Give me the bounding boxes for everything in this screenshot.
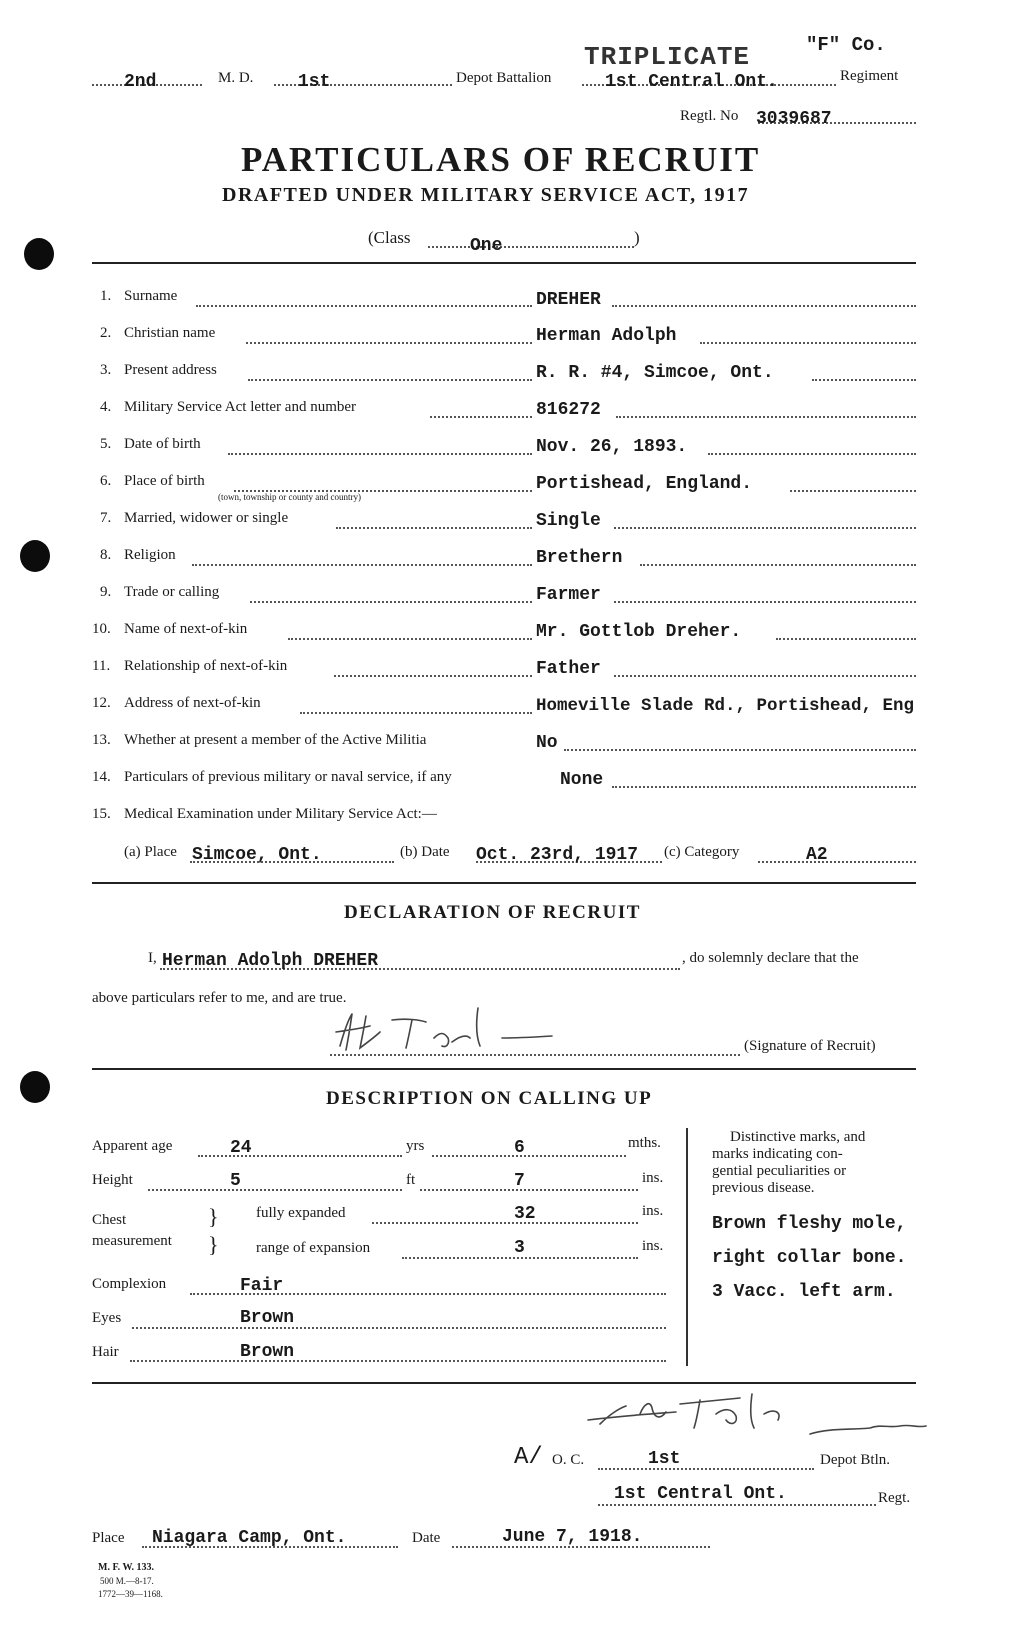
apparent-age-years-dots bbox=[198, 1155, 402, 1157]
declaration-suffix: , do solemnly declare that the bbox=[682, 950, 859, 966]
row-6-label: Place of birth bbox=[124, 473, 205, 489]
triplicate-stamp: TRIPLICATE bbox=[584, 42, 751, 72]
row-1-dots-right bbox=[612, 305, 916, 307]
marks-label-1: Distinctive marks, and bbox=[730, 1129, 866, 1145]
row-13-dots-right bbox=[564, 749, 916, 751]
row-13-label: Whether at present a member of the Active Militia bbox=[124, 732, 427, 748]
company-mark: "F" Co. bbox=[806, 34, 886, 56]
medical-place: Simcoe, Ont. bbox=[192, 845, 322, 865]
footer-date: June 7, 1918. bbox=[502, 1527, 643, 1547]
recruit-signature-label: (Signature of Recruit) bbox=[744, 1038, 876, 1054]
row-6-value: Portishead, England. bbox=[536, 474, 753, 494]
row-5-dots bbox=[228, 453, 532, 455]
officer-signature bbox=[580, 1384, 960, 1456]
row-15-number: 15. bbox=[92, 806, 111, 822]
chest-brace-bottom: } bbox=[208, 1232, 219, 1257]
punch-hole-bottom bbox=[20, 1071, 50, 1103]
row-10-value: Mr. Gottlob Dreher. bbox=[536, 622, 742, 642]
eyes-dots bbox=[132, 1327, 666, 1329]
row-10-dots bbox=[288, 638, 532, 640]
row-1-value: DREHER bbox=[536, 290, 601, 310]
row-12-dots bbox=[300, 712, 532, 714]
apparent-age-months: 6 bbox=[514, 1138, 525, 1158]
officer-depot-number: 1st bbox=[648, 1449, 681, 1469]
marks-label-4: previous disease. bbox=[712, 1180, 815, 1196]
row-2-dots bbox=[246, 342, 532, 344]
marks-value-3: 3 Vacc. left arm. bbox=[712, 1282, 896, 1302]
regtl-no: 3039687 bbox=[756, 109, 832, 129]
marks-value-2: right collar bone. bbox=[712, 1248, 907, 1268]
row-12-value: Homeville Slade Rd., Portishead, Eng bbox=[536, 696, 915, 716]
row-1-label: Surname bbox=[124, 288, 178, 304]
depot-battalion-number: 1st bbox=[298, 72, 331, 92]
particulars-rule bbox=[92, 882, 916, 884]
row-10-dots-right bbox=[776, 638, 916, 640]
description-heading: DESCRIPTION ON CALLING UP bbox=[326, 1088, 653, 1109]
row-4-dots-right bbox=[616, 416, 916, 418]
page-subtitle: DRAFTED UNDER MILITARY SERVICE ACT, 1917 bbox=[222, 184, 750, 206]
footer-date-label: Date bbox=[412, 1530, 441, 1546]
row-4-value: 816272 bbox=[536, 400, 601, 420]
footer-place-label: Place bbox=[92, 1530, 125, 1546]
row-4-number: 4. bbox=[100, 399, 112, 415]
declaration-name: Herman Adolph DREHER bbox=[162, 951, 379, 971]
row-7-value: Single bbox=[536, 511, 601, 531]
range-expansion-value: 3 bbox=[514, 1238, 525, 1258]
row-10-label: Name of next-of-kin bbox=[124, 621, 248, 637]
range-expansion-label: range of expansion bbox=[256, 1240, 371, 1256]
fully-expanded-ins-label: ins. bbox=[642, 1203, 664, 1219]
row-7-dots-right bbox=[614, 527, 916, 529]
row-2-number: 2. bbox=[100, 325, 112, 341]
class-value: One bbox=[470, 236, 503, 256]
eyes-value: Brown bbox=[240, 1308, 295, 1328]
row-11-value: Father bbox=[536, 659, 601, 679]
officer-depot-dots bbox=[598, 1468, 814, 1470]
row-5-dots-right bbox=[708, 453, 916, 455]
row-4-dots bbox=[430, 416, 532, 418]
row-2-value: Herman Adolph bbox=[536, 326, 677, 346]
regtl-no-label: Regtl. No bbox=[680, 108, 739, 124]
declaration-prefix: I, bbox=[148, 950, 157, 966]
eyes-label: Eyes bbox=[92, 1310, 122, 1326]
fully-expanded-label: fully expanded bbox=[256, 1205, 346, 1221]
hair-value: Brown bbox=[240, 1342, 295, 1362]
row-5-number: 5. bbox=[100, 436, 112, 452]
row-9-label: Trade or calling bbox=[124, 584, 220, 600]
row-4-label: Military Service Act letter and number bbox=[124, 399, 357, 415]
height-label: Height bbox=[92, 1172, 133, 1188]
form-number-3: 1772—39—1168. bbox=[98, 1589, 163, 1599]
row-6-dots-right bbox=[790, 490, 916, 492]
row-6-number: 6. bbox=[100, 473, 112, 489]
row-1-dots bbox=[196, 305, 532, 307]
row-11-dots bbox=[334, 675, 532, 677]
row-8-label: Religion bbox=[124, 547, 176, 563]
description-divider bbox=[686, 1128, 688, 1366]
height-ins: 7 bbox=[514, 1171, 525, 1191]
punch-hole-top bbox=[24, 238, 54, 270]
row-7-number: 7. bbox=[100, 510, 112, 526]
apparent-age-mths-label: mths. bbox=[628, 1135, 661, 1151]
officer-oc-label: O. C. bbox=[552, 1452, 585, 1468]
row-14-value: None bbox=[560, 770, 604, 790]
declaration-rule bbox=[92, 1068, 916, 1070]
class-open: (Class bbox=[368, 228, 411, 247]
declaration-line-2: above particulars refer to me, and are true. bbox=[92, 990, 347, 1006]
row-1-number: 1. bbox=[100, 288, 112, 304]
class-close: ) bbox=[634, 228, 640, 247]
regiment-name: 1st Central Ont. bbox=[605, 72, 778, 92]
medical-category-dots bbox=[758, 861, 916, 863]
row-13-value: No bbox=[536, 733, 558, 753]
apparent-age-label: Apparent age bbox=[92, 1138, 173, 1154]
recruit-signature bbox=[330, 1002, 570, 1060]
medical-category: A2 bbox=[806, 845, 828, 865]
row-10-number: 10. bbox=[92, 621, 111, 637]
range-expansion-ins-label: ins. bbox=[642, 1238, 664, 1254]
height-ins-dots bbox=[420, 1189, 638, 1191]
complexion-value: Fair bbox=[240, 1276, 284, 1296]
row-11-label: Relationship of next-of-kin bbox=[124, 658, 288, 674]
chest-label-2: measurement bbox=[92, 1233, 172, 1249]
apparent-age-years: 24 bbox=[230, 1138, 252, 1158]
row-3-value: R. R. #4, Simcoe, Ont. bbox=[536, 363, 774, 383]
row-2-label: Christian name bbox=[124, 325, 216, 341]
row-5-label: Date of birth bbox=[124, 436, 201, 452]
complexion-label: Complexion bbox=[92, 1276, 167, 1292]
row-14-dots-right bbox=[612, 786, 916, 788]
header-rule bbox=[92, 262, 916, 264]
row-8-dots bbox=[192, 564, 532, 566]
row-8-number: 8. bbox=[100, 547, 112, 563]
medical-date-label: (b) Date bbox=[400, 844, 450, 860]
row-15-label: Medical Examination under Military Service Act:— bbox=[124, 806, 437, 822]
row-12-label: Address of next-of-kin bbox=[124, 695, 261, 711]
page-title: PARTICULARS OF RECRUIT bbox=[241, 140, 761, 179]
punch-hole-middle bbox=[20, 540, 50, 572]
form-number-1: M. F. W. 133. bbox=[98, 1562, 155, 1573]
footer-place: Niagara Camp, Ont. bbox=[152, 1528, 347, 1548]
marks-label-3: gential peculiarities or bbox=[712, 1163, 847, 1179]
row-8-dots-right bbox=[640, 564, 916, 566]
row-6-note: (town, township or county and country) bbox=[218, 492, 361, 502]
apparent-age-months-dots bbox=[432, 1155, 626, 1157]
row-14-label: Particulars of previous military or naval service, if any bbox=[124, 769, 452, 785]
height-ft-dots bbox=[148, 1189, 402, 1191]
recruit-signature-dots bbox=[330, 1054, 740, 1056]
medical-date: Oct. 23rd, 1917 bbox=[476, 845, 639, 865]
hair-label: Hair bbox=[92, 1344, 119, 1360]
row-8-value: Brethern bbox=[536, 548, 623, 568]
row-9-number: 9. bbox=[100, 584, 112, 600]
marks-label-2: marks indicating con- bbox=[712, 1146, 843, 1162]
row-14-number: 14. bbox=[92, 769, 111, 785]
row-2-dots-right bbox=[700, 342, 916, 344]
hair-dots bbox=[130, 1360, 666, 1362]
row-5-value: Nov. 26, 1893. bbox=[536, 437, 688, 457]
declaration-heading: DECLARATION OF RECRUIT bbox=[344, 902, 641, 923]
row-3-label: Present address bbox=[124, 362, 217, 378]
medical-place-label: (a) Place bbox=[124, 844, 177, 860]
officer-prefix: A/ bbox=[514, 1444, 543, 1471]
marks-value-1: Brown fleshy mole, bbox=[712, 1214, 907, 1234]
chest-label-1: Chest bbox=[92, 1212, 127, 1228]
row-3-number: 3. bbox=[100, 362, 112, 378]
row-7-dots bbox=[336, 527, 532, 529]
row-9-dots-right bbox=[614, 601, 916, 603]
medical-category-label: (c) Category bbox=[664, 844, 740, 860]
apparent-age-yrs-label: yrs bbox=[406, 1138, 425, 1154]
row-7-label: Married, widower or single bbox=[124, 510, 289, 526]
row-9-value: Farmer bbox=[536, 585, 601, 605]
height-ft-label: ft bbox=[406, 1172, 416, 1188]
row-11-dots-right bbox=[614, 675, 916, 677]
officer-regiment: 1st Central Ont. bbox=[614, 1484, 787, 1504]
row-9-dots bbox=[250, 601, 532, 603]
chest-brace-top: } bbox=[208, 1204, 219, 1229]
officer-regt-label: Regt. bbox=[878, 1490, 911, 1506]
row-11-number: 11. bbox=[92, 658, 111, 674]
class-dots bbox=[428, 246, 634, 248]
depot-battalion-label: Depot Battalion bbox=[456, 70, 552, 86]
form-number-2: 500 M.—8-17. bbox=[100, 1576, 154, 1586]
officer-regiment-dots bbox=[598, 1504, 876, 1506]
row-13-number: 13. bbox=[92, 732, 111, 748]
row-3-dots-right bbox=[812, 379, 916, 381]
md-label: M. D. bbox=[218, 70, 254, 86]
md-number: 2nd bbox=[124, 72, 157, 92]
height-ft: 5 bbox=[230, 1171, 241, 1191]
row-12-number: 12. bbox=[92, 695, 111, 711]
regiment-label: Regiment bbox=[840, 68, 899, 84]
row-3-dots bbox=[248, 379, 532, 381]
fully-expanded-dots bbox=[372, 1222, 638, 1224]
height-ins-label: ins. bbox=[642, 1170, 664, 1186]
officer-depot-label: Depot Btln. bbox=[820, 1452, 890, 1468]
fully-expanded-value: 32 bbox=[514, 1204, 536, 1224]
